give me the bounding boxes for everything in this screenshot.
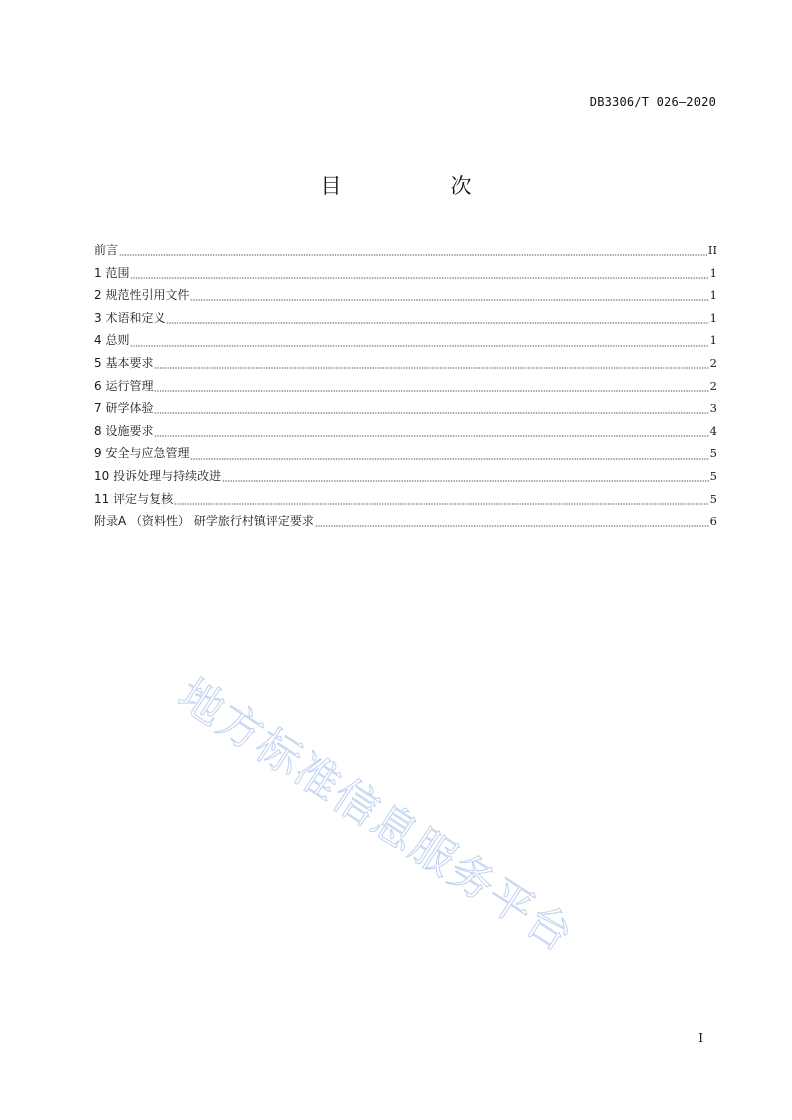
toc-entry[interactable] — [94, 307, 717, 330]
toc-entry[interactable] — [94, 420, 717, 443]
toc-entry-label: 4 总则 — [94, 333, 130, 348]
toc-entry[interactable] — [94, 488, 717, 511]
toc-dot-leader — [190, 457, 708, 461]
toc-dot-leader — [119, 253, 707, 257]
toc-entry-label: 1 范围 — [94, 265, 130, 280]
toc-entry[interactable] — [94, 375, 717, 398]
toc-entry-page: 2 — [709, 378, 717, 393]
toc-dot-leader — [130, 276, 708, 280]
toc-entry-page: 1 — [709, 288, 717, 303]
toc-entry-page: 4 — [709, 423, 717, 438]
toc-entry[interactable] — [94, 262, 717, 285]
toc-dot-leader — [222, 479, 709, 483]
toc-entry-label: 2 规范性引用文件 — [94, 288, 190, 303]
toc-entry-label: 3 术语和定义 — [94, 310, 166, 325]
toc-entry-page: 5 — [709, 446, 717, 461]
toc-dot-leader — [154, 366, 708, 370]
toc-entry-page: II — [707, 243, 717, 257]
table-of-contents — [94, 239, 717, 533]
toc-entry-label: 8 设施要求 — [94, 423, 154, 438]
watermark: 地方标准信息服务平台 — [169, 669, 583, 963]
document-code: DB3306/T 026—2020 — [589, 95, 716, 109]
toc-dot-leader — [130, 344, 708, 348]
toc-entry-label: 7 研学体验 — [94, 401, 154, 416]
toc-entry[interactable] — [94, 239, 717, 262]
toc-dot-leader — [154, 434, 708, 438]
toc-entry[interactable] — [94, 284, 717, 307]
toc-entry-label: 前言 — [94, 243, 119, 257]
toc-entry-page: 1 — [709, 310, 717, 325]
toc-dot-leader — [315, 524, 709, 528]
toc-entry[interactable] — [94, 510, 717, 533]
toc-entry-label: 11 评定与复核 — [94, 491, 174, 506]
toc-entry-page: 1 — [709, 265, 717, 280]
page-number: I — [698, 1031, 703, 1045]
toc-dot-leader — [174, 502, 709, 506]
toc-entry[interactable] — [94, 397, 717, 420]
toc-entry[interactable] — [94, 442, 717, 465]
toc-entry-label: 5 基本要求 — [94, 355, 154, 370]
toc-entry-page: 5 — [709, 468, 717, 483]
toc-entry-label: 6 运行管理 — [94, 378, 154, 393]
toc-entry-page: 5 — [709, 491, 717, 506]
toc-entry[interactable] — [94, 352, 717, 375]
toc-entry[interactable] — [94, 329, 717, 352]
toc-entry-page: 1 — [709, 333, 717, 348]
toc-dot-leader — [154, 389, 708, 393]
page-title: 目 次 — [320, 174, 516, 198]
toc-entry[interactable] — [94, 465, 717, 488]
toc-entry-label: 附录A （资料性） 研学旅行村镇评定要求 — [94, 514, 314, 529]
toc-entry-page: 6 — [709, 514, 717, 529]
toc-entry-label: 10 投诉处理与持续改进 — [94, 468, 222, 483]
toc-dot-leader — [154, 411, 708, 415]
toc-dot-leader — [166, 321, 708, 325]
toc-entry-page: 2 — [709, 355, 717, 370]
toc-entry-label: 9 安全与应急管理 — [94, 446, 190, 461]
toc-entry-page: 3 — [709, 401, 717, 416]
toc-dot-leader — [190, 298, 708, 302]
